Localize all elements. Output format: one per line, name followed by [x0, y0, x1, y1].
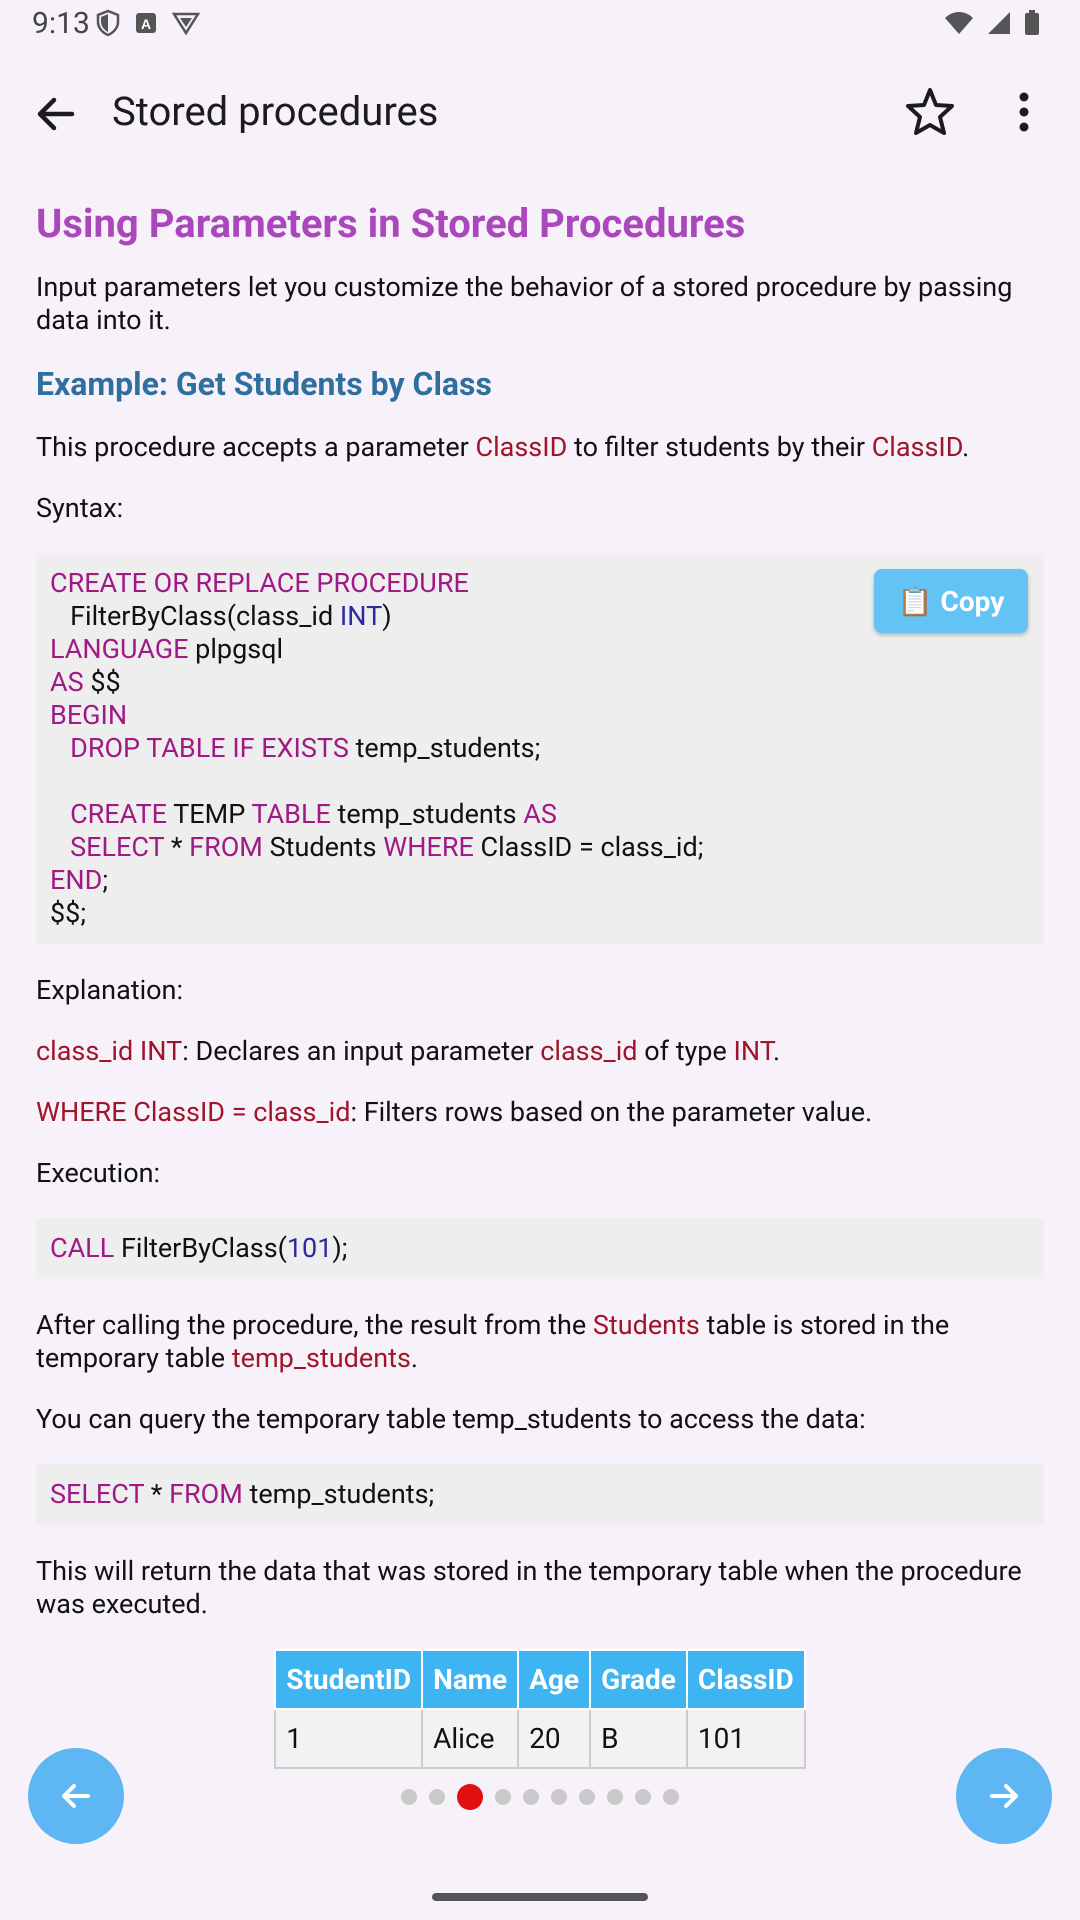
page-dot[interactable]	[607, 1789, 623, 1805]
page-dot[interactable]	[523, 1789, 539, 1805]
explanation-label: Explanation:	[36, 974, 183, 1006]
code-block-query: SELECT * FROM temp_students;	[36, 1464, 1044, 1525]
code-block-execution: CALL FilterByClass(101);	[36, 1218, 1044, 1279]
back-arrow-icon[interactable]	[26, 84, 86, 144]
example-description: This procedure accepts a parameter ClassID to filter students by their ClassID.	[36, 431, 970, 463]
status-time: 9:13	[32, 6, 90, 41]
clipboard-icon: 📋	[897, 584, 933, 618]
page-dot[interactable]	[663, 1789, 679, 1805]
code-block-syntax: 📋 Copy CREATE OR REPLACE PROCEDURE FilterByClass(class_id INT) LANGUAGE plpgsql AS $$ BEGIN DROP TABLE IF EXISTS temp_students; CREATE TEMP TABLE temp_students AS SELECT * FROM Students WHERE ClassID = class_id; END; $$;	[36, 553, 1044, 944]
arrow-right-icon	[982, 1774, 1026, 1818]
table-header: Name	[422, 1650, 518, 1709]
more-options-icon[interactable]	[1000, 82, 1048, 142]
example-heading: Example: Get Students by Class	[36, 365, 492, 403]
table-header-row	[275, 1650, 805, 1709]
page-indicator	[0, 1784, 1080, 1810]
page-dot[interactable]	[635, 1789, 651, 1805]
result-table	[274, 1649, 806, 1769]
table-header: StudentID	[275, 1650, 422, 1709]
page-dot[interactable]	[579, 1789, 595, 1805]
next-button[interactable]	[956, 1748, 1052, 1844]
wifi-icon	[944, 11, 974, 35]
star-icon[interactable]	[900, 82, 960, 142]
explanation-item-1: class_id INT: Declares an input parameter class_id of type INT.	[36, 1035, 781, 1067]
page-dot[interactable]	[495, 1789, 511, 1805]
svg-text:A: A	[140, 16, 152, 32]
after-call-text: After calling the procedure, the result from the Students table is stored in the temporary table temp_students.	[36, 1309, 950, 1374]
vpn-icon	[172, 11, 200, 35]
page-dot[interactable]	[551, 1789, 567, 1805]
table-header: Grade	[590, 1650, 687, 1709]
table-header: Age	[518, 1650, 590, 1709]
syntax-label: Syntax:	[36, 492, 124, 524]
table-row	[275, 1709, 805, 1768]
page-dot[interactable]	[429, 1789, 445, 1805]
signal-icon	[986, 11, 1012, 35]
app-bar	[0, 60, 1080, 164]
status-bar	[0, 0, 1080, 50]
explanation-item-2: WHERE ClassID = class_id: Filters rows based on the parameter value.	[36, 1096, 873, 1128]
page-dot-active[interactable]	[457, 1784, 483, 1810]
table-header: ClassID	[687, 1650, 805, 1709]
execution-label: Execution:	[36, 1157, 161, 1189]
intro-text: Input parameters let you customize the behavior of a stored procedure by passing data into it.	[36, 271, 1013, 336]
shield-icon	[96, 10, 120, 36]
return-text: This will return the data that was stored in the temporary table when the procedure was executed.	[36, 1555, 1022, 1620]
page-dot[interactable]	[401, 1789, 417, 1805]
battery-icon	[1024, 10, 1040, 36]
table-cell: B	[590, 1709, 687, 1768]
lesson-content	[36, 196, 1044, 1755]
lesson-heading: Using Parameters in Stored Procedures	[36, 200, 746, 247]
copy-label: Copy	[940, 584, 1005, 618]
copy-button[interactable]	[874, 569, 1028, 633]
app-notification-icon	[134, 11, 158, 35]
page-title: Stored procedures	[112, 88, 439, 135]
table-cell: 20	[518, 1709, 590, 1768]
table-cell: 101	[687, 1709, 805, 1768]
table-cell: 1	[275, 1709, 422, 1768]
gesture-handle[interactable]	[432, 1893, 648, 1901]
table-cell: Alice	[422, 1709, 518, 1768]
query-text: You can query the temporary table temp_students to access the data:	[36, 1403, 866, 1435]
